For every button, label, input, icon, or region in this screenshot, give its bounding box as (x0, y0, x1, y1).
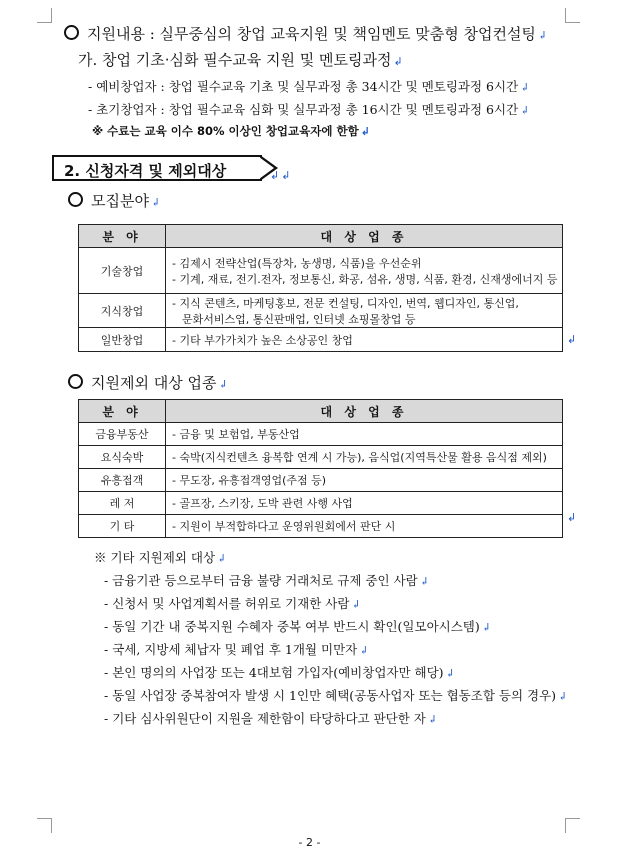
paragraph-mark-icon: ↲ (567, 511, 577, 524)
crop-mark-bottom-right (565, 818, 580, 833)
other-exclusion-item: - 국세, 지방세 체납자 및 폐업 후 1개월 미만자 ↲ (104, 642, 369, 657)
paragraph-mark-icon: ↲ (360, 125, 370, 138)
table-header-row (79, 225, 563, 248)
industry-cell: - 골프장, 스키장, 도박 관련 사행 사업 (166, 492, 563, 515)
exclude-industry-table (78, 399, 563, 538)
category-cell: 기술창업 (79, 248, 166, 294)
industry-line: - 지식 콘텐츠, 마케팅홍보, 전문 컨설팅, 디자인, 번역, 웹디자인, 통신업, (172, 296, 519, 310)
crop-mark-top-left (37, 8, 52, 23)
column-header-field: 분 야 (79, 225, 166, 248)
table-header-row (79, 400, 563, 423)
other-exclusion-item: - 동일 기간 내 중복지원 수혜자 중복 여부 반드시 확인(일모아시스템) ↲ (104, 619, 491, 634)
section-2-title-marks: ↲ ↲ (270, 169, 291, 182)
table-row (79, 294, 563, 328)
paragraph-mark-icon: ↲ (520, 81, 530, 94)
completion-note: ※ 수료는 교육 이수 80% 이상인 창업교육자에 한함 ↲ (92, 124, 370, 138)
industry-line: - 김제시 전략산업(특장차, 농생명, 식품)을 우선순위 (172, 256, 422, 270)
category-cell: 요식숙박 (79, 446, 166, 469)
industry-line: 문화서비스업, 통신판매업, 인터넷 쇼핑몰창업 등 (182, 312, 416, 326)
circle-bullet-icon (68, 374, 83, 389)
paragraph-mark-icon: ↲ (218, 378, 228, 391)
other-exclusion-item: - 신청서 및 사업계획서를 허위로 기재한 사람 ↲ (104, 596, 361, 611)
other-exclusion-item: - 동일 사업장 중복참여자 발생 시 1인만 혜택(공동사업자 또는 협동조합 등의 경우) ↲ (104, 688, 568, 703)
paragraph-mark-icon: ↲ (393, 55, 403, 68)
section-2-title: 2. 신청자격 및 제외대상 (52, 155, 262, 181)
recruit-field-table (78, 224, 563, 352)
category-cell: 유흥접객 (79, 469, 166, 492)
support-subheading: 가. 창업 기초·심화 필수교육 지원 및 멘토링과정 ↲ (78, 51, 403, 69)
page-number: - 2 - (298, 836, 321, 849)
circle-bullet-icon (64, 25, 79, 40)
circle-bullet-icon (68, 192, 83, 207)
table-row (79, 423, 563, 446)
industry-line: - 기계, 재료, 전기.전자, 정보통신, 화공, 섬유, 생명, 식품, 환경, 신재생에너지 등 (172, 272, 558, 286)
paragraph-mark-icon: ↲ (150, 196, 161, 209)
table-row (79, 248, 563, 294)
paragraph-mark-icon: ↲ (520, 104, 530, 117)
industry-cell (166, 248, 563, 294)
other-exclusion-heading: ※ 기타 지원제외 대상 ↲ (94, 550, 227, 565)
table-row (79, 492, 563, 515)
support-content-heading: 지원내용 : 실무중심의 창업 교육지원 및 책임멘토 맞춤형 창업컨설팅 ↲ (64, 23, 547, 44)
other-exclusion-item: - 금융기관 등으로부터 금융 불량 거래처로 규제 중인 사람 ↲ (104, 573, 429, 588)
table-row (79, 515, 563, 538)
early-founder-line: - 초기창업자 : 창업 필수교육 심화 및 실무과정 총 16시간 및 멘토링과정 6시간 ↲ (88, 102, 530, 117)
category-cell: 레 저 (79, 492, 166, 515)
column-header-industry: 대 상 업 종 (166, 400, 563, 423)
table-row (79, 446, 563, 469)
paragraph-mark-icon: ↲ (537, 29, 548, 42)
industry-cell: - 기타 부가가치가 높은 소상공인 창업 (166, 328, 563, 352)
paragraph-mark-icon: ↲ (217, 552, 227, 565)
category-cell: 기 타 (79, 515, 166, 538)
paragraph-mark-icon: ↲ (567, 333, 577, 346)
industry-cell: - 금융 및 보험업, 부동산업 (166, 423, 563, 446)
column-header-industry: 대 상 업 종 (166, 225, 563, 248)
column-header-field: 분 야 (79, 400, 166, 423)
recruit-field-heading: 모집분야 ↲ (68, 190, 160, 211)
crop-mark-top-right (565, 8, 580, 23)
category-cell: 금융부동산 (79, 423, 166, 446)
table-row (79, 469, 563, 492)
crop-mark-bottom-left (37, 818, 52, 833)
industry-cell: - 무도장, 유흥접객영업(주점 등) (166, 469, 563, 492)
other-exclusion-item: - 본인 명의의 사업장 또는 4대보험 가입자(예비창업자만 해당) ↲ (104, 665, 455, 680)
other-exclusion-item: - 기타 심사위원단이 지원을 제한함이 타당하다고 판단한 자 ↲ (104, 711, 438, 726)
category-cell: 지식창업 (79, 294, 166, 328)
category-cell: 일반창업 (79, 328, 166, 352)
industry-cell (166, 294, 563, 328)
exclude-industry-heading: 지원제외 대상 업종 ↲ (68, 372, 228, 393)
industry-cell: - 숙박(지식컨텐츠 융복합 연계 시 가능), 음식업(지역특산물 활용 음식점 제외) (166, 446, 563, 469)
table-row (79, 328, 563, 352)
industry-cell: - 지원이 부적합하다고 운영위원회에서 판단 시 (166, 515, 563, 538)
preliminary-founder-line: - 예비창업자 : 창업 필수교육 기초 및 실무과정 총 34시간 및 멘토링과정 6시간 ↲ (88, 79, 530, 94)
